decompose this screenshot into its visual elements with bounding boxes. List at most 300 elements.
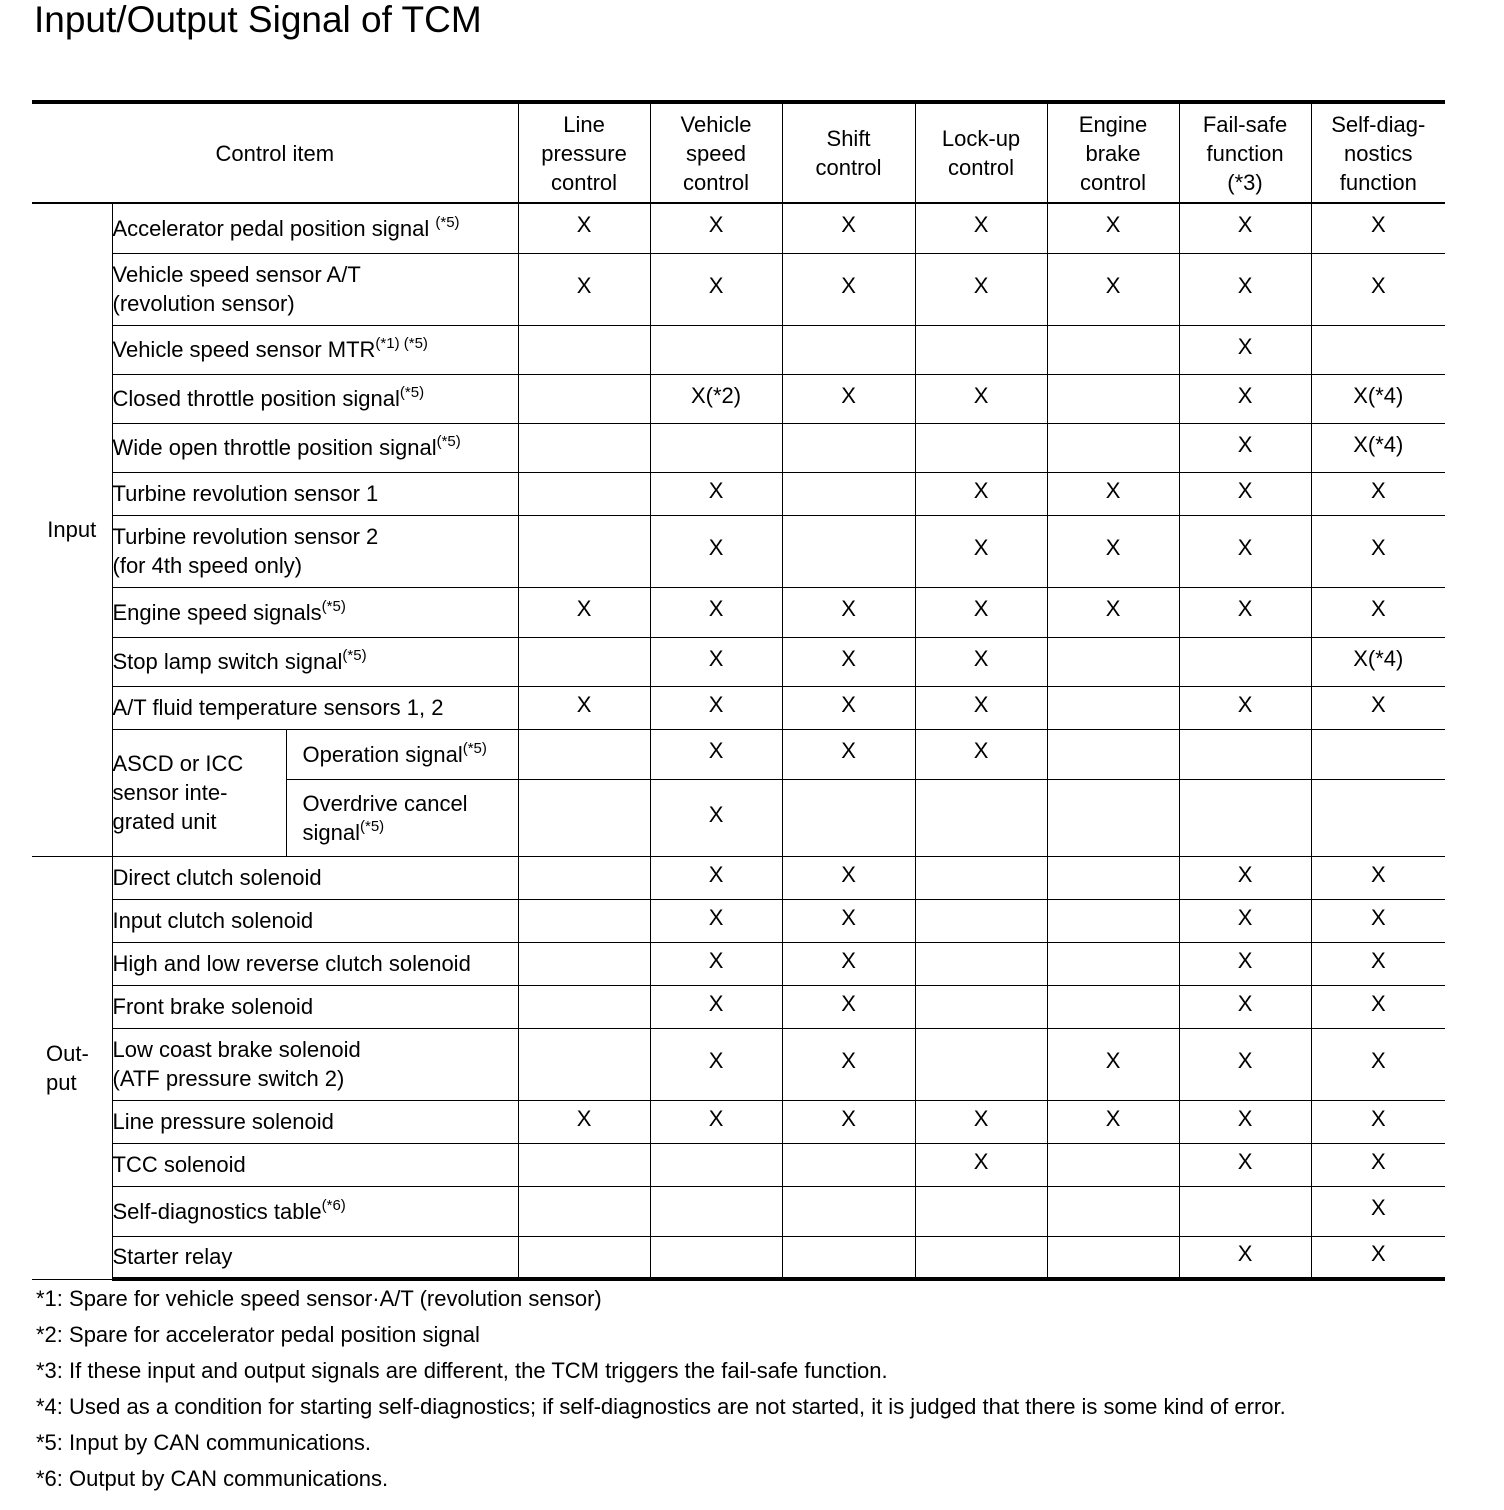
row-label-line: (ATF pressure switch 2) (112, 1066, 345, 1091)
mark-cell (915, 515, 1047, 587)
mark-cell (518, 587, 650, 637)
mark-cell (915, 325, 1047, 374)
mark-value: X (841, 691, 856, 717)
footnote-ref: (*1) (*5) (375, 335, 428, 352)
col-header-line: function (1206, 140, 1284, 166)
row-label (112, 423, 518, 472)
mark-cell (1047, 1186, 1179, 1236)
mark-cell (915, 1236, 1047, 1279)
mark-value: X (576, 1105, 592, 1131)
mark-cell (518, 686, 650, 729)
mark-value: X (576, 596, 592, 621)
mark-value: X (1370, 212, 1386, 238)
mark-value: X (841, 947, 856, 973)
mark-cell (1047, 472, 1179, 515)
mark-value: X (1370, 1048, 1386, 1073)
mark-cell (1179, 1100, 1311, 1143)
mark-cell (518, 779, 650, 856)
mark-cell (650, 729, 782, 779)
col-header-line: brake (1085, 140, 1141, 166)
mark-cell (915, 729, 1047, 779)
mark-cell (782, 637, 915, 686)
mark-value: X (1105, 212, 1121, 238)
mark-cell (1047, 942, 1179, 985)
footnote-item: *3: If these input and output signals are different, the TCM triggers the fail-safe function. (36, 1358, 888, 1383)
footnotes (36, 1287, 1286, 1503)
mark-cell (1047, 779, 1179, 856)
row-label-line: Front brake solenoid (112, 994, 314, 1019)
mark-value: X (1237, 382, 1253, 408)
col-header-line: Vehicle (680, 111, 752, 137)
mark-cell (915, 686, 1047, 729)
mark-cell (1179, 856, 1311, 899)
row-label (112, 374, 518, 423)
mark-value: X (841, 904, 856, 930)
mark-value: X (708, 212, 724, 238)
table-row (32, 686, 1445, 729)
mark-value: X (576, 273, 592, 298)
mark-value: X (1370, 691, 1386, 717)
mark-cell (1047, 253, 1179, 325)
mark-value: X (1370, 990, 1386, 1016)
mark-value: X (973, 212, 989, 238)
row-label-line: (revolution sensor) (112, 291, 295, 316)
row-label-line: Closed throttle position signal (112, 386, 400, 411)
col-header-line: control (551, 169, 618, 195)
row-label-line: Low coast brake solenoid (112, 1037, 361, 1062)
mark-cell (915, 779, 1047, 856)
row-label (112, 1186, 518, 1236)
section-label: Input (47, 517, 97, 543)
mark-cell (1179, 423, 1311, 472)
table-row (32, 203, 1445, 253)
mark-cell (1311, 325, 1445, 374)
mark-value: X (841, 273, 856, 298)
mark-cell (782, 1143, 915, 1186)
mark-value: X (1370, 596, 1386, 621)
col-header-line: pressure (541, 140, 627, 166)
mark-cell (1179, 515, 1311, 587)
table-row (32, 587, 1445, 637)
row-label-line: A/T fluid temperature sensors 1, 2 (112, 695, 444, 720)
footnote-ref: (*6) (321, 1196, 346, 1214)
mark-value: X (1237, 333, 1253, 359)
table-row (32, 1236, 1445, 1279)
mark-value: X (841, 738, 856, 763)
col-header (1047, 102, 1179, 203)
mark-cell (915, 472, 1047, 515)
mark-value: X (1370, 1195, 1386, 1220)
mark-value: X (841, 382, 856, 408)
mark-cell (1047, 985, 1179, 1028)
mark-value: X (973, 691, 989, 717)
mark-value: X (973, 535, 989, 560)
mark-cell (650, 1186, 782, 1236)
mark-cell (915, 203, 1047, 253)
mark-cell (650, 899, 782, 942)
row-label-line: Input clutch solenoid (112, 908, 314, 933)
mark-value: X(*2) (690, 382, 742, 408)
group-label-line: grated unit (112, 809, 217, 834)
mark-cell (1179, 472, 1311, 515)
mark-value: X(*4) (1353, 645, 1404, 671)
mark-cell (782, 374, 915, 423)
mark-cell (915, 374, 1047, 423)
mark-cell (1311, 1100, 1445, 1143)
mark-cell (1047, 1028, 1179, 1100)
mark-value: X (1370, 904, 1386, 930)
mark-cell (650, 856, 782, 899)
mark-cell (1311, 779, 1445, 856)
mark-cell (1179, 587, 1311, 637)
table-body (32, 203, 1445, 1279)
col-header-line: nostics (1344, 140, 1413, 166)
mark-value: X (1237, 691, 1253, 717)
mark-cell (650, 1100, 782, 1143)
mark-cell (1047, 1143, 1179, 1186)
mark-value: X (1370, 1105, 1386, 1131)
mark-cell (1311, 856, 1445, 899)
mark-cell (1311, 374, 1445, 423)
row-label-line: Direct clutch solenoid (112, 865, 322, 890)
mark-cell (915, 942, 1047, 985)
mark-cell (1179, 637, 1311, 686)
mark-cell (518, 374, 650, 423)
mark-cell (1179, 1186, 1311, 1236)
mark-cell (1047, 587, 1179, 637)
table-row (32, 985, 1445, 1028)
col-header-line: speed (686, 140, 746, 166)
mark-cell (518, 423, 650, 472)
mark-cell (650, 1236, 782, 1279)
table-row (32, 374, 1445, 423)
mark-cell (650, 985, 782, 1028)
footnote-item: *6: Output by CAN communications. (36, 1466, 389, 1491)
row-label (112, 325, 518, 374)
mark-cell (1311, 423, 1445, 472)
mark-value: X (708, 947, 724, 973)
mark-cell (1047, 1100, 1179, 1143)
mark-cell (650, 942, 782, 985)
group-label-line: sensor inte- (112, 780, 228, 805)
footnote-ref: (*5) (399, 384, 425, 401)
mark-cell (518, 472, 650, 515)
mark-cell (782, 423, 915, 472)
group-label-line: ASCD or ICC (112, 751, 244, 776)
mark-cell (1311, 686, 1445, 729)
table-row (32, 253, 1445, 325)
mark-cell (782, 942, 915, 985)
mark-cell (1311, 587, 1445, 637)
mark-cell (650, 637, 782, 686)
mark-value: X (708, 596, 724, 621)
col-header (650, 102, 782, 203)
table-row (32, 423, 1445, 472)
mark-cell (1179, 942, 1311, 985)
mark-cell (782, 253, 915, 325)
row-label-line: Engine speed signals (112, 599, 322, 625)
mark-value: X (1105, 535, 1121, 560)
mark-value: X (708, 273, 724, 298)
col-header (915, 102, 1047, 203)
section-output (32, 856, 112, 1279)
col-header-line: Lock-up (941, 126, 1021, 151)
mark-value: X (973, 382, 989, 408)
table-row (32, 515, 1445, 587)
col-header (1179, 102, 1311, 203)
mark-cell (782, 985, 915, 1028)
mark-value: X(*4) (1353, 431, 1404, 457)
mark-value: X (1237, 535, 1253, 560)
mark-cell (650, 1143, 782, 1186)
mark-cell (518, 515, 650, 587)
mark-cell (518, 1143, 650, 1186)
mark-cell (1311, 729, 1445, 779)
table-row (32, 325, 1445, 374)
table-row (32, 942, 1445, 985)
footnote-ref: (*5) (435, 213, 460, 231)
mark-cell (1179, 729, 1311, 779)
row-label-line: Operation signal (302, 741, 463, 767)
mark-cell (650, 374, 782, 423)
mark-cell (915, 423, 1047, 472)
mark-cell (915, 1186, 1047, 1236)
col-header-line: function (1339, 169, 1417, 195)
mark-value: X (708, 738, 724, 763)
mark-cell (1047, 515, 1179, 587)
mark-cell (1047, 423, 1179, 472)
mark-cell (518, 1100, 650, 1143)
mark-cell (650, 779, 782, 856)
mark-cell (782, 779, 915, 856)
mark-cell (1179, 899, 1311, 942)
footnote-ref: (*5) (321, 597, 346, 615)
mark-cell (518, 325, 650, 374)
mark-cell (1179, 1236, 1311, 1279)
mark-cell (1311, 942, 1445, 985)
mark-cell (518, 942, 650, 985)
mark-value: X (1237, 212, 1253, 238)
table-row (32, 637, 1445, 686)
row-label-line: Vehicle speed sensor MTR (112, 337, 376, 362)
mark-cell (915, 637, 1047, 686)
mark-cell (1179, 779, 1311, 856)
row-label-line: signal (302, 819, 360, 845)
mark-value: X (1237, 1148, 1253, 1174)
table-row (32, 1028, 1445, 1100)
row-label (286, 729, 518, 779)
mark-value: X (1237, 596, 1253, 621)
mark-value: X (841, 990, 856, 1016)
mark-cell (518, 637, 650, 686)
mark-cell (1311, 1236, 1445, 1279)
mark-cell (650, 423, 782, 472)
mark-value: X (1237, 861, 1253, 887)
mark-value: X (1370, 1240, 1386, 1266)
mark-cell (1311, 203, 1445, 253)
row-label (112, 686, 518, 729)
row-label-line: TCC solenoid (112, 1152, 246, 1177)
mark-cell (1047, 686, 1179, 729)
col-header (1311, 102, 1445, 203)
mark-cell (1179, 1028, 1311, 1100)
mark-cell (782, 587, 915, 637)
mark-value: X (841, 645, 856, 671)
mark-cell (782, 515, 915, 587)
mark-value: X (1105, 1048, 1121, 1073)
mark-cell (1179, 203, 1311, 253)
row-label (112, 472, 518, 515)
mark-value: X (576, 691, 592, 717)
ascd-group-label (112, 729, 286, 856)
mark-cell (518, 1028, 650, 1100)
mark-value: X (708, 1048, 724, 1073)
row-label-line: Turbine revolution sensor 1 (112, 481, 379, 506)
mark-value: X (708, 1105, 724, 1131)
mark-cell (650, 253, 782, 325)
io-signal-table (32, 100, 1445, 1281)
mark-cell (518, 253, 650, 325)
row-label-line: Turbine revolution sensor 2 (112, 524, 379, 549)
mark-cell (782, 686, 915, 729)
mark-value: X (1370, 1148, 1386, 1174)
mark-cell (1047, 856, 1179, 899)
mark-cell (782, 729, 915, 779)
mark-cell (915, 985, 1047, 1028)
row-label-line: Wide open throttle position signal (112, 435, 437, 460)
col-header-line: control (1080, 169, 1147, 195)
col-header-line: control (948, 155, 1015, 180)
col-header-line: Self-diag- (1331, 111, 1426, 137)
row-label-line: (for 4th speed only) (112, 553, 303, 578)
section-input (32, 203, 112, 856)
mark-cell (650, 203, 782, 253)
row-label (112, 1236, 518, 1279)
mark-value: X (841, 1048, 856, 1073)
mark-cell (518, 856, 650, 899)
table-row (32, 856, 1445, 899)
mark-cell (1047, 203, 1179, 253)
mark-cell (518, 985, 650, 1028)
row-label-line: Self-diagnostics table (112, 1198, 322, 1224)
mark-cell (1311, 637, 1445, 686)
mark-cell (650, 1028, 782, 1100)
mark-value: X (841, 861, 856, 887)
mark-value: X (841, 1105, 856, 1131)
mark-cell (1047, 637, 1179, 686)
mark-value: X (1370, 947, 1386, 973)
row-label (112, 587, 518, 637)
mark-value: X (973, 645, 989, 671)
mark-value: X (1105, 596, 1121, 621)
row-label (112, 1028, 518, 1100)
mark-value: X (708, 645, 724, 671)
mark-cell (1179, 985, 1311, 1028)
mark-cell (650, 515, 782, 587)
mark-cell (915, 587, 1047, 637)
page-title: Input/Output Signal of TCM (34, 0, 482, 40)
mark-cell (1311, 899, 1445, 942)
mark-value: X (973, 477, 989, 503)
row-label (112, 515, 518, 587)
row-label (112, 985, 518, 1028)
mark-value: X (973, 1105, 989, 1131)
footnote-item: *4: Used as a condition for starting self-diagnostics; if self-diagnostics are not started, it is judged that there is some kind of error. (36, 1394, 1286, 1419)
mark-cell (1179, 325, 1311, 374)
mark-cell (915, 253, 1047, 325)
mark-cell (650, 325, 782, 374)
row-label-line: Vehicle speed sensor A/T (112, 262, 361, 287)
mark-value: X (708, 535, 724, 560)
mark-cell (915, 899, 1047, 942)
footnote-ref: (*5) (359, 817, 385, 835)
footnote-ref: (*5) (462, 739, 487, 757)
mark-cell (1311, 515, 1445, 587)
row-label-line: Stop lamp switch signal (112, 649, 343, 674)
mark-value: X (973, 596, 989, 621)
row-label-line: High and low reverse clutch solenoid (112, 951, 471, 976)
mark-value: X (1237, 1240, 1253, 1266)
mark-cell (782, 899, 915, 942)
control-item-header: Control item (32, 102, 518, 203)
mark-cell (518, 899, 650, 942)
mark-cell (915, 1143, 1047, 1186)
mark-cell (1311, 253, 1445, 325)
mark-cell (1311, 472, 1445, 515)
mark-value: X (841, 596, 856, 621)
col-header-line: Shift (826, 126, 871, 151)
mark-cell (518, 203, 650, 253)
mark-cell (1311, 985, 1445, 1028)
mark-value: X (973, 273, 989, 298)
mark-value: X (1370, 477, 1386, 503)
col-header-line: control (683, 169, 750, 195)
row-label-line: Starter relay (112, 1244, 233, 1270)
mark-value: X (1105, 273, 1121, 298)
col-header-line: (*3) (1227, 169, 1263, 195)
mark-cell (1179, 686, 1311, 729)
row-label-line: Line pressure solenoid (112, 1109, 334, 1134)
mark-cell (1179, 1143, 1311, 1186)
mark-cell (915, 856, 1047, 899)
footnote-item: *1: Spare for vehicle speed sensor·A/T (revolution sensor) (36, 1286, 602, 1311)
mark-value: X (708, 904, 724, 930)
table-row (32, 1100, 1445, 1143)
table-row (32, 1143, 1445, 1186)
mark-value: X (1237, 947, 1253, 973)
mark-value: X (1237, 431, 1253, 457)
table-header-row (32, 102, 1445, 203)
table-row (32, 1186, 1445, 1236)
row-label (112, 942, 518, 985)
row-label (286, 779, 518, 856)
mark-value: X (708, 691, 724, 717)
mark-cell (782, 325, 915, 374)
mark-cell (1311, 1186, 1445, 1236)
col-header-line: Fail-safe (1202, 111, 1288, 137)
mark-value: X(*4) (1353, 382, 1404, 408)
mark-cell (915, 1100, 1047, 1143)
mark-cell (915, 1028, 1047, 1100)
col-header-line: control (815, 155, 882, 180)
mark-cell (1047, 729, 1179, 779)
row-label-line: Overdrive cancel (302, 790, 468, 816)
mark-value: X (841, 212, 856, 238)
row-label (112, 856, 518, 899)
mark-cell (1047, 374, 1179, 423)
col-header (782, 102, 915, 203)
mark-value: X (1105, 1105, 1121, 1131)
